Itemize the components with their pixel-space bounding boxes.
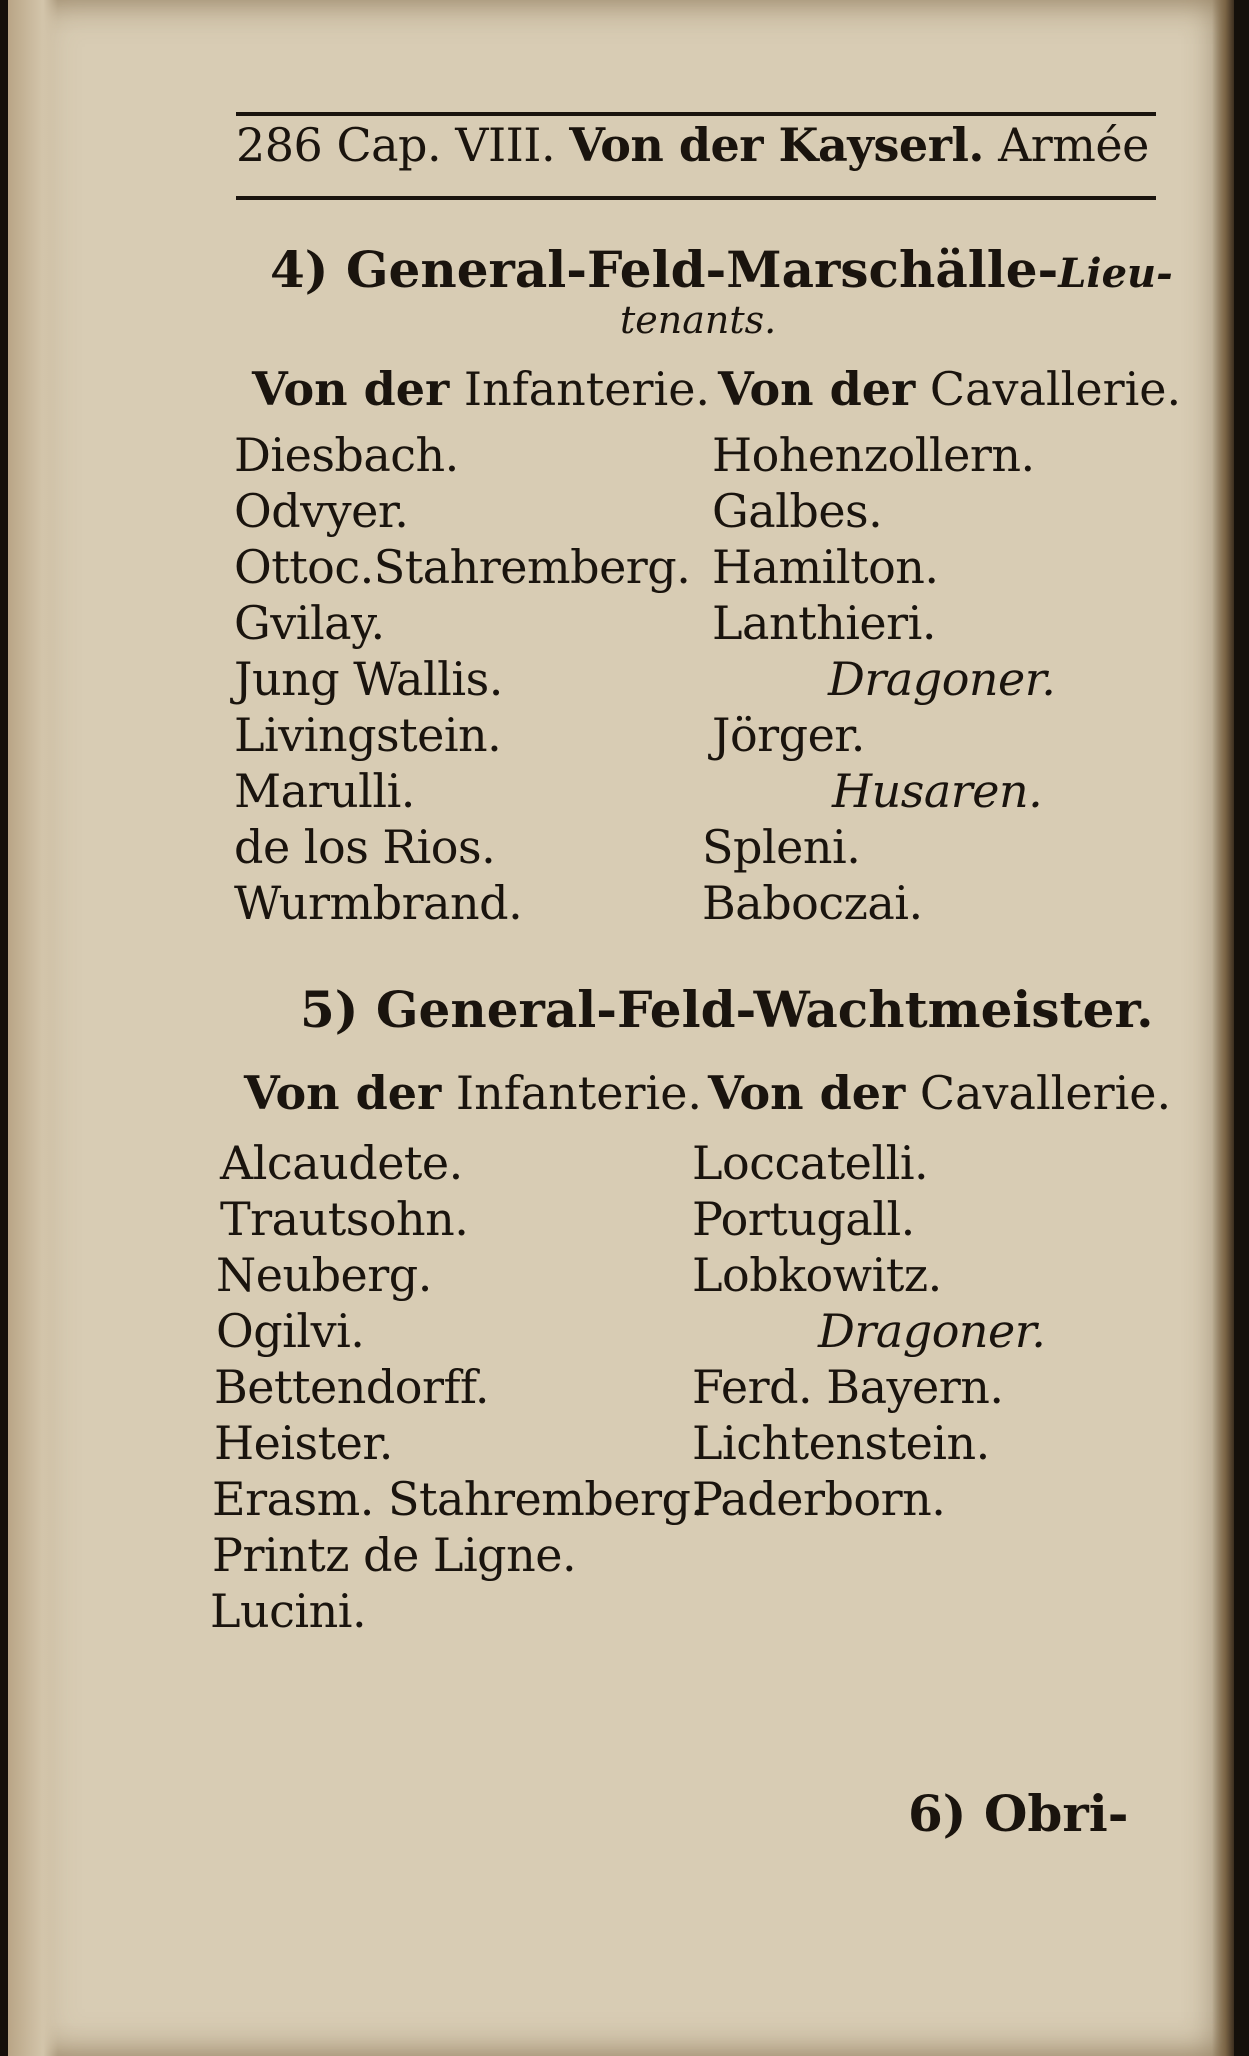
cavalry-head-text: Cavallerie. [929,362,1182,416]
list-item: Gvilay. [234,596,385,650]
list-item: de los Rios. [234,820,496,874]
infantry-head-blackletter: Von der [252,362,450,416]
section-4-infantry-head [252,362,710,416]
list-item: Neuberg. [216,1248,432,1302]
list-item: Portugall. [692,1192,915,1246]
list-item: Ottoc.Stahremberg. [234,540,691,594]
list-item: Printz de Ligne. [212,1528,577,1582]
section-4-cavalry-head [718,362,1181,416]
list-item: Jung Wallis. [234,652,503,706]
dragoner-label: Dragoner. [818,1304,1046,1358]
section-5-title: 5) General-Feld-Wachtmeister. [300,980,1154,1039]
list-item: Ogilvi. [216,1304,365,1358]
page-edge [1212,0,1234,2056]
list-item: Bettendorff. [214,1360,490,1414]
infantry-head-text: Infanterie. [455,1066,703,1120]
header-title-roman: Armée [998,118,1149,172]
running-header [236,118,1149,172]
list-item: Baboczai. [702,876,923,930]
list-item: Heister. [214,1416,393,1470]
list-item: Lobkowitz. [692,1248,942,1302]
list-item: Lichtenstein. [692,1416,990,1470]
section-5-cavalry-head [708,1066,1171,1120]
dragoner-label: Dragoner. [828,652,1056,706]
list-item: Hohenzollern. [712,428,1035,482]
list-item: Diesbach. [234,428,459,482]
list-item: Lanthieri. [712,596,936,650]
section-4-title [270,240,1173,299]
list-item: Paderborn. [692,1472,946,1526]
list-item: Spleni. [702,820,861,874]
chapter-label: Cap. VIII. [336,118,556,172]
header-rule-bottom [236,196,1156,200]
list-item: Marulli. [234,764,415,818]
header-rule-top [236,112,1156,116]
infantry-head-blackletter: Von der [244,1066,442,1120]
section-4-subtitle: tenants. [620,298,777,342]
list-item: Erasm. Stahremberg. [212,1472,705,1526]
page-number: 286 [236,118,323,172]
catchword: 6) Obri- [908,1784,1129,1843]
section-4-title-text: 4) General-Feld-Marschälle- [270,240,1059,299]
cavalry-head-text: Cavallerie. [919,1066,1172,1120]
section-4-title-italic: Lieu- [1058,250,1173,297]
list-item: Jörger. [712,708,865,762]
book-page [8,0,1234,2056]
husaren-label: Husaren. [832,764,1043,818]
list-item: Lucini. [210,1584,367,1638]
list-item: Galbes. [712,484,883,538]
list-item: Livingstein. [234,708,502,762]
cavalry-head-blackletter: Von der [718,362,916,416]
list-item: Loccatelli. [692,1136,929,1190]
cavalry-head-blackletter: Von der [708,1066,906,1120]
page-gutter [8,0,58,2056]
list-item: Trautsohn. [220,1192,469,1246]
list-item: Wurmbrand. [234,876,523,930]
list-item: Hamilton. [712,540,939,594]
header-title-blackletter: Von der Kayserl. [569,118,984,172]
section-5-infantry-head [244,1066,702,1120]
list-item: Alcaudete. [220,1136,463,1190]
infantry-head-text: Infanterie. [463,362,711,416]
list-item: Ferd. Bayern. [692,1360,1004,1414]
list-item: Odvyer. [234,484,409,538]
